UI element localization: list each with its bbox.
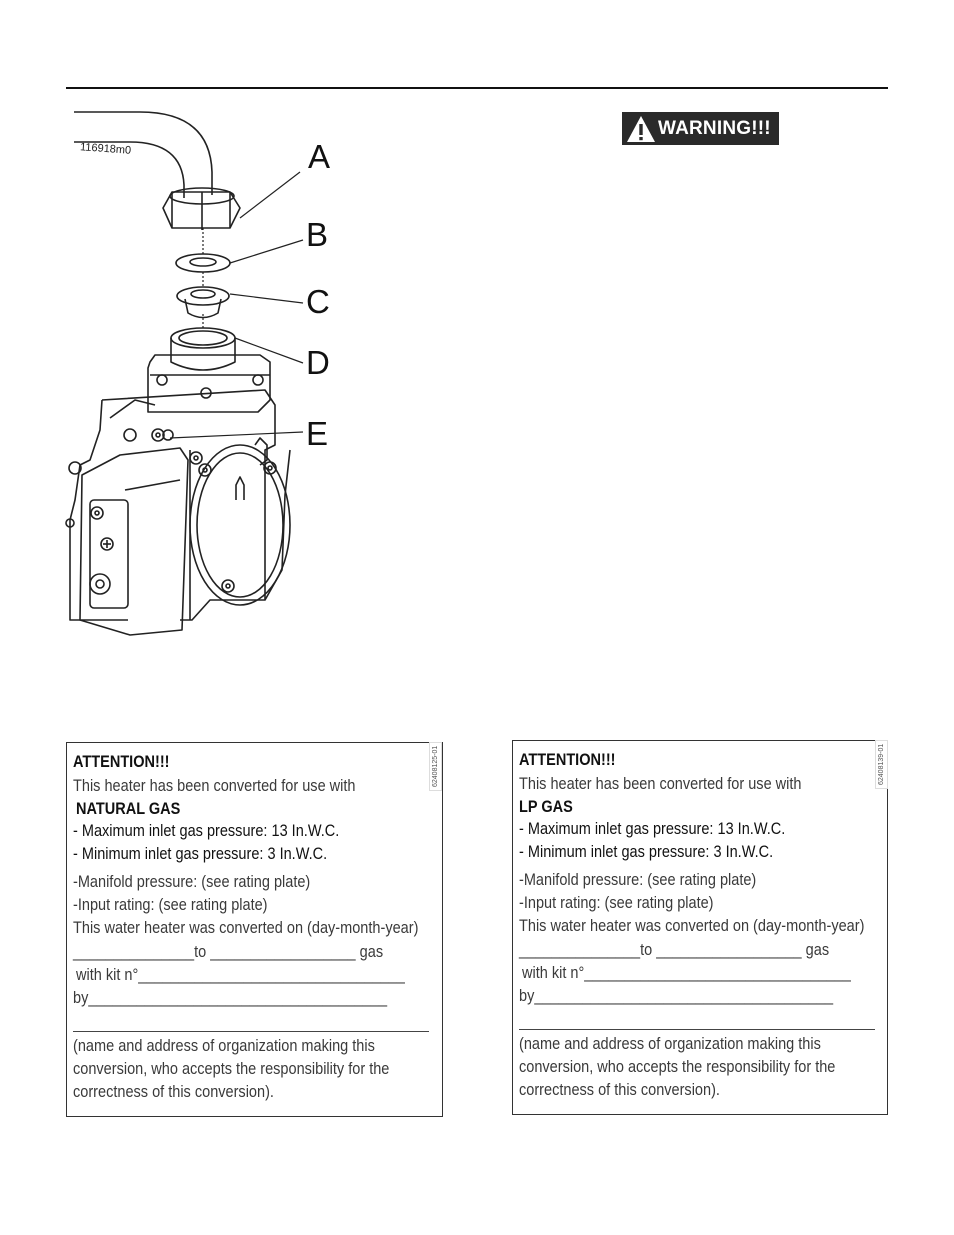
label-gas-type: LP GAS (519, 798, 573, 816)
label-input-rating: -Input rating: (see rating plate) (519, 894, 714, 912)
label-min-pressure: - Minimum inlet gas pressure: 3 In.W.C. (73, 845, 328, 863)
header-rule (66, 87, 888, 89)
label-kit-line: with kit n°_________________________________ (76, 966, 405, 984)
warning-label: WARNING!!! (658, 117, 771, 139)
label-gas-type: NATURAL GAS (76, 800, 181, 818)
callout-b: B (306, 216, 329, 253)
label-max-pressure: - Maximum inlet gas pressure: 13 In.W.C. (519, 820, 786, 838)
label-attention: ATTENTION!!! (73, 753, 170, 771)
label-note-2: conversion, who accepts the responsibility for the (73, 1060, 390, 1078)
figure-id-label: 116918m0 (79, 141, 132, 157)
warning-badge (622, 112, 779, 145)
conversion-label-lp-gas (512, 740, 888, 1115)
callout-a: A (308, 138, 331, 175)
label-blank-line (519, 1029, 875, 1030)
label-by-line: by_____________________________________ (519, 987, 834, 1005)
label-blank-line (73, 1031, 429, 1032)
label-converted-on: This water heater was converted on (day-month-year) (73, 919, 419, 937)
conversion-label-natural-gas (66, 742, 443, 1117)
label-max-pressure: - Maximum inlet gas pressure: 13 In.W.C. (73, 822, 340, 840)
label-manifold-pressure: -Manifold pressure: (see rating plate) (73, 873, 311, 891)
callout-c: C (306, 283, 330, 320)
label-manifold-pressure: -Manifold pressure: (see rating plate) (519, 871, 757, 889)
label-intro: This heater has been converted for use with (519, 775, 802, 793)
label-kit-line: with kit n°_________________________________ (522, 964, 851, 982)
label-input-rating: -Input rating: (see rating plate) (73, 896, 268, 914)
label-part-code: 62408125-01 (429, 742, 442, 791)
label-intro: This heater has been converted for use with (73, 777, 356, 795)
label-note-3: correctness of this conversion). (73, 1083, 274, 1101)
callout-d: D (306, 344, 330, 381)
label-note-3: correctness of this conversion). (519, 1081, 720, 1099)
warning-icon (626, 114, 656, 144)
label-note-1: (name and address of organization making this (519, 1035, 821, 1053)
label-min-pressure: - Minimum inlet gas pressure: 3 In.W.C. (519, 843, 774, 861)
label-to-line: _______________to __________________ gas (519, 941, 830, 959)
label-attention: ATTENTION!!! (519, 751, 616, 769)
label-note-1: (name and address of organization making this (73, 1037, 375, 1055)
label-to-line: _______________to __________________ gas (73, 943, 384, 961)
label-converted-on: This water heater was converted on (day-month-year) (519, 917, 865, 935)
gas-valve-diagram (60, 100, 390, 645)
label-by-line: by_____________________________________ (73, 989, 388, 1007)
label-part-code: 62408139-01 (875, 740, 888, 789)
label-note-2: conversion, who accepts the responsibility for the (519, 1058, 836, 1076)
callout-e: E (306, 415, 329, 452)
